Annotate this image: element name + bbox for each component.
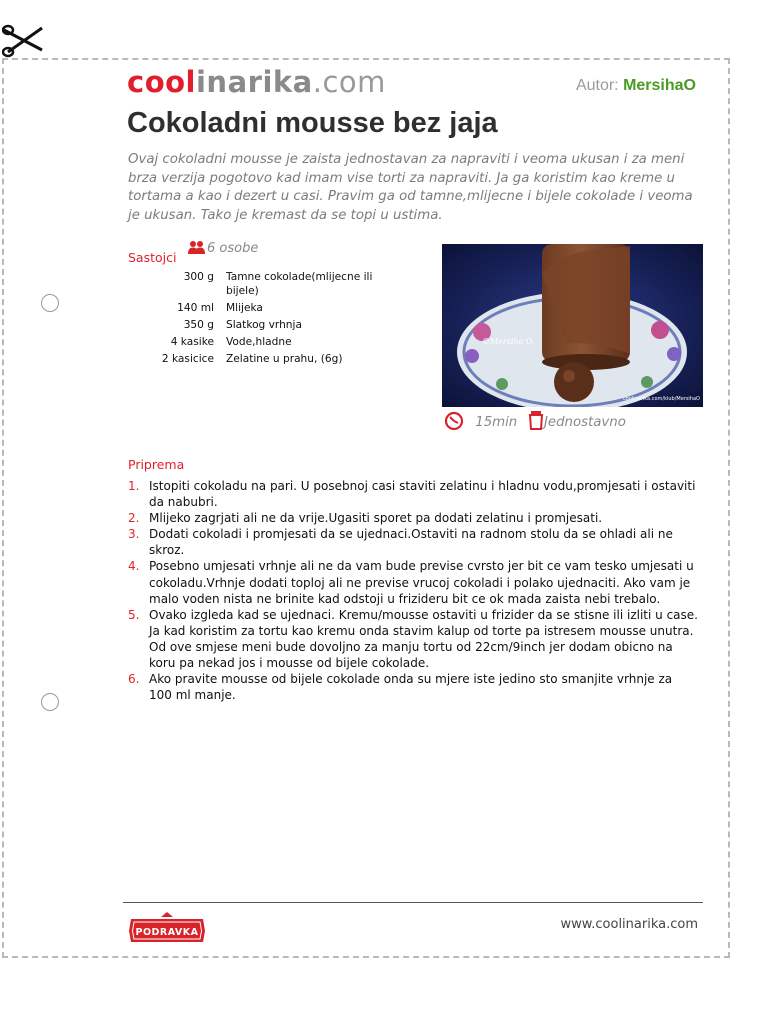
step-item [128,558,698,606]
step-text: Ovako izgleda kad se ujednaci. Kremu/mousse ostaviti u frizider da se stisne ili izliti u case. Ja kad koristim za tortu kao kremu onda stavim kalup od torte pa istresem mousse unutra. Od ove smjese meni bude dovoljno za manju tortu od 22cm/9inch jer dodam obicno na koru pa nekad jos i mousse od bijele cokolade. [149,607,698,671]
step-text: Dodati cokoladi i promjesati da se ujednaci.Ostaviti na radnom stolu da se ohladi ali ne skroz. [149,527,673,558]
podravka-logo [127,911,207,943]
prep-time-text: 15min [475,415,518,430]
step-number: 2. [128,511,140,526]
ingredient-row [128,270,386,301]
step-number: 5. [128,607,140,622]
step-number: 4. [128,559,140,574]
step-text: Posebno umjesati vrhnje ali ne da vam bude previse cvrsto jer bit ce vam tesko umjesati u cokoladu.Vrhnje dodati toploj ali ne previse vrucoj cokoladi i polako ujednaciti. Ako vam je malo voden nista ne brinite kad odstoji u frizideru bit ce ok mada zaista nebi trebalo. [149,559,694,606]
recipe-title: Cokoladni mousse bez jaja [127,107,498,139]
ingredient-name: Mlijeka [226,302,263,314]
preparation-steps [128,478,698,703]
ingredients-heading: Sastojci [128,250,177,265]
ingredient-row [128,335,386,352]
servings [188,240,258,256]
logo-part-cool: cool [127,65,196,99]
author-label: Autor: [575,77,619,94]
ingredient-amount: 4 kasike [170,336,214,348]
ingredients-table [128,270,386,369]
step-item [128,526,698,558]
photo-watermark: ©Mersiha O. [482,337,535,346]
scissors-icon [2,24,44,58]
recipe-intro: Ovaj cokoladni mousse je zaista jednostavan za napraviti i veoma ukusan i za meni brza verzija pogotovo kad imam vise torti za napraviti. Ja ga koristim kao kreme u tortama a kao i dezert u casi. Pravim ga od tamne,mlijecne i bijele cokolade i veoma je ukusan. Tako je kremast da se topi u ustima. [128,152,693,223]
step-text: Istopiti cokoladu na pari. U posebnoj casi staviti zelatinu i hladnu vodu,promjesati i ostaviti da nabubri. [149,479,696,510]
logo-part-inarika: inarika [195,65,313,99]
punch-hole [41,693,59,711]
step-number: 6. [128,672,140,687]
recipe-photo [442,244,703,407]
ingredient-name: Vode,hladne [226,336,292,348]
ingredient-amount: 140 ml [177,302,214,314]
people-icon [188,240,206,254]
ingredient-row [128,352,386,369]
footer-divider [123,902,703,903]
step-item [128,478,698,510]
ingredient-row [128,318,386,335]
prep-time [443,410,517,433]
servings-text: 6 osobe [207,241,259,256]
ingredient-amount: 2 kasicice [161,353,214,365]
step-text: Mlijeko zagrjati ali ne da vrije.Ugasiti sporet pa dodati zelatinu i promjesati. [149,511,603,526]
ingredient-name: Zelatine u prahu, (6g) [226,353,343,365]
ingredient-row [128,301,386,318]
step-item [128,671,698,703]
website-url[interactable]: www.coolinarika.com [560,917,698,932]
difficulty-text: Jednostavno [544,415,626,430]
step-text: Ako pravite mousse od bijele cokolade onda su mjere iste jedino sto smanjite vrhnje za 100 ml manje. [149,672,673,703]
ingredient-amount: 300 g [183,271,214,283]
punch-hole [41,294,59,312]
preparation-heading: Priprema [128,457,185,472]
ingredient-name: Slatkog vrhnja [226,319,302,331]
difficulty [528,410,626,433]
step-item [128,510,698,526]
difficulty-icon [528,410,544,430]
author-line [576,77,696,95]
ingredient-name: Tamne cokolade(mlijecne ili bijele) [226,271,373,297]
clock-icon [443,410,465,430]
ingredient-amount: 350 g [183,319,214,331]
step-item [128,607,698,671]
photo-credit: coolinarika.com/klub/MersihaO [622,396,700,402]
podravka-wordmark: PODRAVKA [135,927,199,938]
logo-part-domain: .com [312,65,386,99]
step-number: 1. [128,479,140,493]
step-number: 3. [128,527,140,542]
author-name[interactable]: MersihaO [623,77,696,94]
coolinarika-logo [127,62,386,102]
